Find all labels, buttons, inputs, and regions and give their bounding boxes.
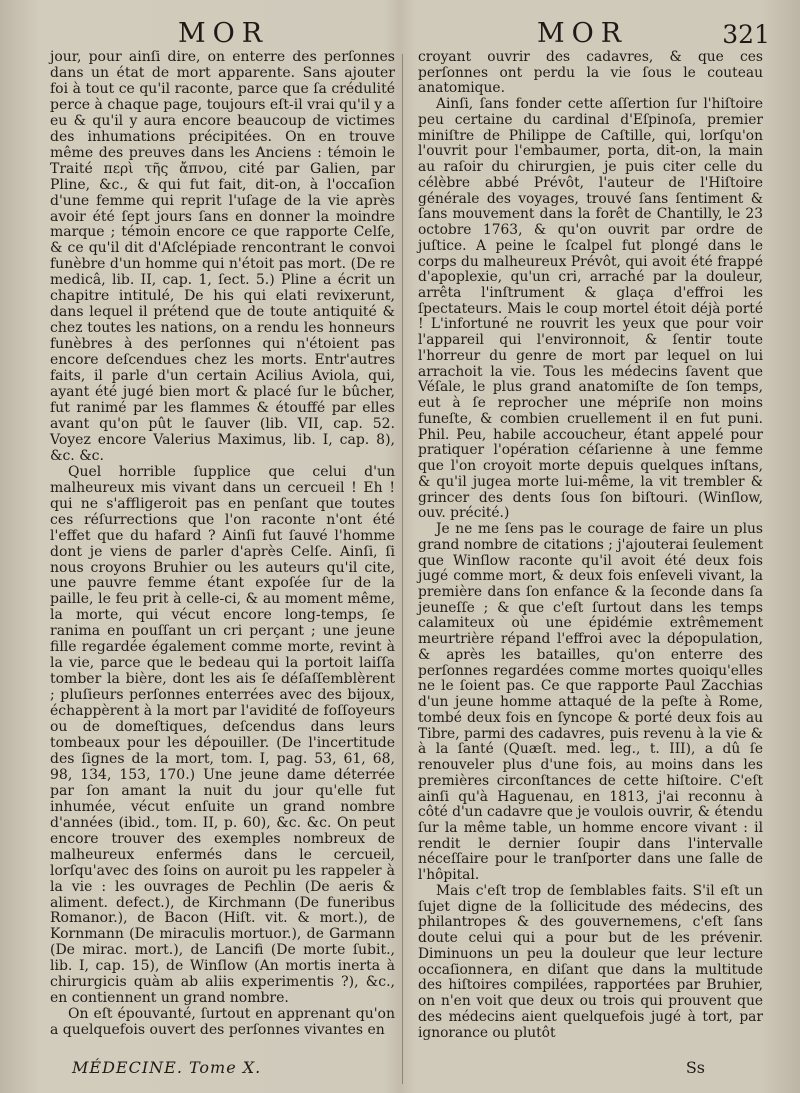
left-column (50, 50, 395, 1039)
page-footer (0, 1058, 800, 1084)
signature-mark: MÉDECINE. Tome X. (72, 1058, 262, 1077)
running-head-right: MOR (537, 18, 629, 49)
gathering-signature: Ss (685, 1058, 705, 1077)
left-paragraph-1: jour, pour ainſi dire, on enterre des perſonnes dans un état de mort apparente. Sans ajouter foi à tout ce qu'il raconte, parce que ſa crédulité perce à chaque page, toujours eſt-il vrai qu'il y a eu & qu'il y aura encore beaucoup de victimes des inhumations précipitées. On en trouve même des preuves dans les Anciens : témoin le Traité περὶ τῆς ἄπνου, cité par Galien, par Pline, &c., & qui fut fait, dit-on, à l'occaſion d'une femme qui reprit l'uſage de la vie après avoir été ſept jours ſans en donner la moindre marque ; témoin encore ce que rapporte Celſe, & ce qu'il dit d'Aſclépiade rencontrant le convoi funèbre d'un homme qui n'étoit pas mort. (De re medicâ, lib. II, cap. 1, ſect. 5.) Pline a écrit un chapitre intitulé, De his qui elati revixerunt, dans lequel il prétend que de toute antiquité & chez toutes les nations, on a rendu les honneurs funèbres à des perſonnes qui n'étoient pas encore deſcendues chez les morts. Entr'autres faits, il parle d'un certain Acilius Aviola, qui, ayant été jugé bien mort & placé ſur le bûcher, fut ranimé par les flammes & étouffé par elles avant qu'on pût le ſauver (lib. VII, cap. 52. Voyez encore Valerius Maximus, lib. I, cap. 8), &c. &c. (50, 49, 395, 464)
right-paragraph-3: Je ne me ſens pas le courage de faire un plus grand nombre de citations ; j'ajouterai ſeulement que Winſlow raconte qu'il avoit été deux fois jugé comme mort, & deux fois enſeveli vivant, la première dans ſon enfance & la ſeconde dans ſa jeuneſſe ; & que c'eſt ſurtout dans les temps calamiteux où une épidémie extrêmement meurtrière répand l'effroi avec la dépopulation, & après les batailles, qu'on enterre des perſonnes regardées comme mortes quoiqu'elles ne le ſoient pas. Ce que rapporte Paul Zacchias d'un jeune homme attaqué de la peſte à Rome, tombé deux fois en ſyncope & porté deux fois au Tibre, parmi des cadavres, puis revenu à la vie & à la ſanté (Quæſt. med. leg., t. III), a dû ſe renouveler plus d'une fois, au moins dans les premières circonſtances de cette hiſtoire. C'eſt ainſi qu'à Haguenau, en 1813, j'ai reconnu à côté d'un cadavre que je voulois ouvrir, & étendu ſur la même table, un homme encore vivant : il rendit le dernier ſoupir dans l'intervalle néceſſaire pour le tranſporter dans une ſalle de l'hôpital. (418, 521, 763, 884)
right-paragraph-4: Mais c'eſt trop de ſemblables faits. S'il eſt un ſujet digne de la ſollicitude des médecins, des philantropes & des gouvernemens, c'eſt ſans doute celui qui a pour but de les prévenir. Diminuons un peu la douleur que leur lecture occaſionnera, en diſant que dans la multitude des hiſtoires compilées, rapportées par Bruhier, on n'en voit que deux ou trois qui prouvent que des médecins aient quelquefois jugé à tort, par ignorance ou plutôt (418, 882, 763, 1041)
running-head (0, 18, 800, 52)
page-number: 321 (722, 20, 770, 49)
right-paragraph-2: Ainſi, ſans fonder cette aſſertion ſur l'hiſtoire peu certaine du cardinal d'Eſpinoſa, premier miniſtre de Philippe de Caſtille, qui, lorſqu'on l'ouvrit pour l'embaumer, porta, dit-on, la main au raſoir du chirurgien, je puis citer celle du célèbre abbé Prévôt, l'auteur de l'Hiſtoire générale des voyages, trouvé ſans ſentiment & ſans mouvement dans la forêt de Chantilly, le 23 octobre 1763, & qu'on ouvrit par ordre de juſtice. A peine le ſcalpel fut plongé dans le corps du malheureux Prévôt, qui avoit été frappé d'apoplexie, qu'un cri, arraché par la douleur, arrêta l'inſtrument & glaça d'effroi les ſpectateurs. Mais le coup mortel étoit déjà porté ! L'infortuné ne rouvrit les yeux que pour voir l'appareil qui l'environnoit, & ſentir toute l'horreur du genre de mort par lequel on lui arrachoit la vie. Tous les médecins ſavent que Véſale, le plus grand anatomiſte de ſon temps, eut à ſe reprocher une mépriſe non moins funeſte, & combien cruellement il en fut puni. Phil. Peu, habile accoucheur, étant appelé pour pratiquer l'opération céſarienne à une femme que l'on croyoit morte depuis quelques inſtans, & qu'il jugea morte lui-même, la vit trembler & grincer des dents ſous ſon biſtouri. (Winſlow, ouv. précité.) (418, 96, 763, 522)
left-paragraph-3: On eſt épouvanté, ſurtout en apprenant qu'on a quelquefois ouvert des perſonnes vivantes en (50, 1006, 395, 1039)
right-paragraph-1: croyant ouvrir des cadavres, & que ces perſonnes ont perdu la vie ſous le couteau anatomique. (418, 49, 763, 97)
right-column (418, 50, 763, 1041)
column-divider (402, 54, 403, 1084)
running-head-left: MOR (178, 18, 270, 49)
left-paragraph-2: Quel horrible ſupplice que celui d'un malheureux mis vivant dans un cercueil ! Eh ! qui ne s'affligeroit pas en penſant que toutes ces réſurrections que l'on raconte n'ont été l'effet que du hafard ? Ainſi fut ſauvé l'homme dont je viens de parler d'après Celſe. Ainſi, ſi nous croyons Bruhier ou les auteurs qu'il cite, une pauvre femme étant expoſée ſur de la paille, le feu prit à celle-ci, & au moment même, la morte, qui vécut encore long-temps, ſe ranima en pouſſant un cri perçant ; une jeune fille regardée également comme morte, revint à la vie, parce que le bedeau qui la portoit laiſſa tomber la bière, dont les ais ſe déſaſſemblèrent ; pluſieurs perſonnes enterrées avec des bijoux, échappèrent à la mort par l'avidité de foſſoyeurs ou de domeſtiques, deſcendus dans leurs tombeaux pour les dépouiller. (De l'incertitude des ſignes de la mort, tom. I, pag. 53, 61, 68, 98, 134, 153, 170.) Une jeune dame déterrée par ſon amant la nuit du jour qu'elle fut inhumée, vécut enſuite un grand nombre d'années (ibid., tom. II, p. 60), &c. &c. On peut encore trouver des exemples nombreux de malheureux enfermés dans le cercueil, lorſqu'avec des ſoins on auroit pu les rappeler à la vie : les ouvrages de Pechlin (De aeris & aliment. defect.), de Kirchmann (De funeribus Romanor.), de Bacon (Hiſt. vit. & mort.), de Kornmann (De miraculis mortuor.), de Garmann (De mirac. mort.), de Lancifi (De morte ſubit., lib. I, cap. 15), de Winſlow (An mortis inerta à chirurgicis quàm ab aliis experimentis ?), &c., en contiennent un grand nombre. (50, 463, 395, 1007)
